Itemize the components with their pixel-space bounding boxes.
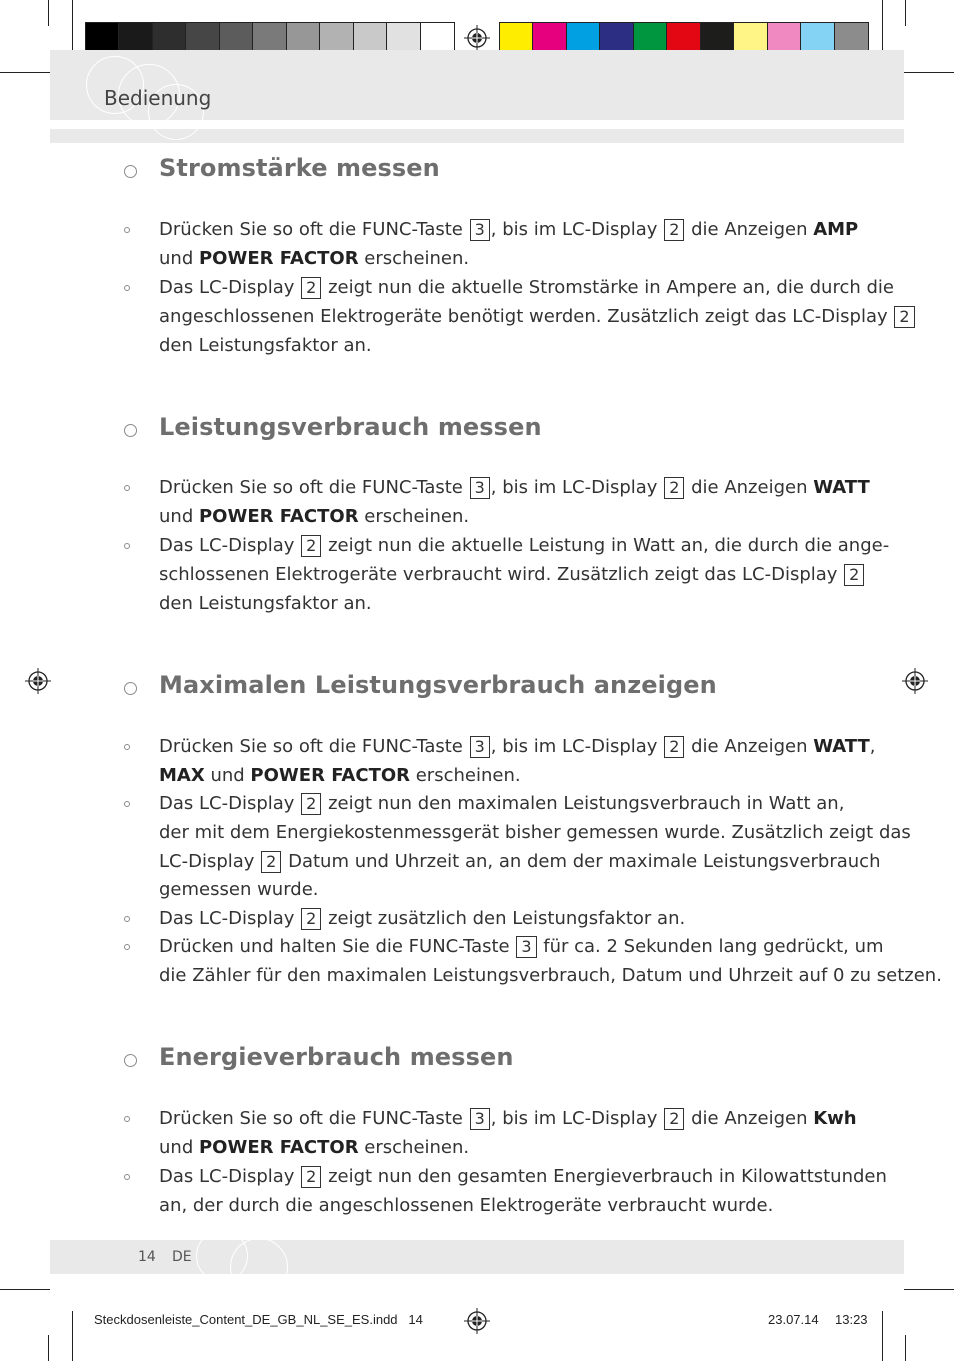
list-item — [159, 733, 876, 791]
list-item-line — [159, 1163, 887, 1192]
list-item-line — [159, 245, 839, 274]
text-run: die Anzeigen — [685, 736, 814, 757]
list-item — [159, 1163, 887, 1221]
list-item-line — [159, 474, 870, 503]
text-run: angeschlossenen Elektrogeräte benötigt werden. Zusätzlich zeigt das LC-Display — [159, 305, 894, 327]
slug-filename: Steckdosenleiste_Content_DE_GB_NL_SE_ES.indd 14 — [94, 1312, 423, 1327]
text-run: und — [204, 764, 251, 786]
list-item-line — [159, 733, 876, 762]
display-indicator-label: POWER FACTOR — [198, 1136, 359, 1158]
list-item-line — [159, 933, 884, 962]
list-bullet-icon — [124, 801, 130, 807]
list-bullet-icon — [124, 227, 130, 233]
text-run: und — [159, 1136, 199, 1158]
text-run: erscheinen. — [358, 1136, 470, 1158]
list-item-line — [159, 561, 860, 590]
component-reference-box: 2 — [894, 306, 914, 328]
list-item-line — [159, 303, 910, 332]
list-item-line — [159, 532, 890, 561]
list-item — [159, 1105, 857, 1163]
crop-mark — [905, 1335, 906, 1361]
list-bullet-icon — [124, 1116, 130, 1122]
text-run: zeigt nun den gesamten Energieverbrauch in Kilowattstunden — [322, 1166, 887, 1187]
list-item-line — [159, 1192, 839, 1221]
text-run: Das LC-Display — [159, 908, 301, 929]
text-run: , bis im LC-Display — [490, 219, 664, 240]
display-indicator-label: WATT — [813, 736, 870, 757]
text-run: die Anzeigen — [685, 1108, 814, 1129]
text-run: die Anzeigen — [685, 219, 814, 240]
list-item-line — [159, 876, 839, 905]
crop-mark — [0, 72, 50, 73]
list-item-line — [159, 274, 894, 303]
list-item-line — [159, 1105, 857, 1134]
display-indicator-label: WATT — [813, 477, 870, 498]
list-item-line — [159, 503, 839, 532]
list-item-line — [159, 216, 859, 245]
text-run: und — [159, 247, 199, 269]
registration-mark-icon — [902, 668, 928, 694]
text-run: Drücken Sie so oft die FUNC-Taste — [159, 219, 469, 240]
text-run: der mit dem Energiekostenmessgerät bisher gemessen wurde. Zusätzlich zeigt das — [159, 821, 911, 843]
component-reference-box: 3 — [470, 219, 490, 241]
list-item-line — [159, 332, 839, 361]
list-item-line — [159, 962, 942, 991]
list-item-line — [159, 1134, 839, 1163]
text-run: Drücken Sie so oft die FUNC-Taste — [159, 736, 469, 757]
text-run: , bis im LC-Display — [490, 477, 664, 498]
text-run: gemessen wurde. — [159, 879, 319, 901]
display-indicator-label: POWER FACTOR — [198, 247, 359, 269]
text-run: Das LC-Display — [159, 793, 301, 814]
text-run: den Leistungsfaktor an. — [159, 334, 372, 356]
text-run: Drücken und halten Sie die FUNC-Taste — [159, 936, 516, 957]
text-run: zeigt nun die aktuelle Leistung in Watt an, die durch die ange- — [322, 535, 890, 556]
text-run: an, der durch die angeschlossenen Elektrogeräte verbraucht wurde. — [159, 1194, 774, 1216]
heading-bullet-icon — [124, 165, 137, 178]
crop-mark — [904, 1289, 954, 1290]
registration-mark-icon — [464, 25, 490, 51]
language-code: DE — [172, 1249, 192, 1265]
list-item-line — [159, 905, 839, 934]
display-indicator-label: AMP — [813, 219, 859, 240]
text-run: und — [159, 505, 199, 527]
crop-mark — [904, 72, 954, 73]
list-item — [159, 905, 839, 934]
crop-mark — [72, 1311, 73, 1361]
list-bullet-icon — [124, 944, 130, 950]
list-bullet-icon — [124, 744, 130, 750]
list-item — [159, 474, 870, 532]
text-run: schlossenen Elektrogeräte verbraucht wird. Zusätzlich zeigt das LC-Display — [159, 563, 844, 585]
text-run: , bis im LC-Display — [490, 1108, 664, 1129]
crop-mark — [48, 0, 49, 26]
list-bullet-icon — [124, 543, 130, 549]
text-run: zeigt zusätzlich den Leistungsfaktor an. — [322, 908, 686, 929]
text-run: Drücken Sie so oft die FUNC-Taste — [159, 1108, 469, 1129]
text-run: die Anzeigen — [685, 477, 814, 498]
text-run: den Leistungsfaktor an. — [159, 592, 372, 614]
crop-mark — [882, 1311, 883, 1361]
text-run: Das LC-Display — [159, 277, 301, 298]
list-item — [159, 216, 859, 274]
crop-mark — [0, 1289, 50, 1290]
component-reference-box: 2 — [301, 793, 321, 815]
section-heading: Maximalen Leistungsverbrauch anzeigen — [159, 671, 717, 699]
component-reference-box: 2 — [301, 908, 321, 930]
slug-time: 13:23 — [835, 1312, 868, 1327]
text-run: Das LC-Display — [159, 535, 301, 556]
text-run: , bis im LC-Display — [490, 736, 664, 757]
registration-mark-icon — [25, 668, 51, 694]
text-run: zeigt nun den maximalen Leistungsverbrauch in Watt an, — [322, 793, 845, 814]
list-item — [159, 274, 910, 360]
text-run: zeigt nun die aktuelle Stromstärke in Ampere an, die durch die — [322, 277, 894, 298]
component-reference-box: 2 — [664, 1108, 684, 1130]
registration-mark-icon — [464, 1308, 490, 1334]
display-indicator-label: MAX — [159, 764, 205, 786]
list-item — [159, 933, 942, 991]
heading-bullet-icon — [124, 682, 137, 695]
display-indicator-label: POWER FACTOR — [250, 764, 411, 786]
section-heading: Stromstärke messen — [159, 154, 440, 182]
component-reference-box: 3 — [470, 477, 490, 499]
slug-date: 23.07.14 — [768, 1312, 819, 1327]
component-reference-box: 2 — [664, 219, 684, 241]
heading-bullet-icon — [124, 424, 137, 437]
text-run: für ca. 2 Sekunden lang gedrückt, um — [537, 936, 884, 957]
list-bullet-icon — [124, 1174, 130, 1180]
footer-circle-decoration — [230, 1238, 288, 1296]
text-run: Drücken Sie so oft die FUNC-Taste — [159, 477, 469, 498]
list-bullet-icon — [124, 485, 130, 491]
component-reference-box: 2 — [664, 477, 684, 499]
list-bullet-icon — [124, 285, 130, 291]
text-run: erscheinen. — [358, 505, 470, 527]
crop-mark — [48, 1335, 49, 1361]
text-run: Das LC-Display — [159, 1166, 301, 1187]
section-heading: Leistungsverbrauch messen — [159, 413, 542, 441]
text-run: , — [869, 736, 876, 757]
component-reference-box: 2 — [301, 1166, 321, 1188]
section-heading: Energieverbrauch messen — [159, 1043, 514, 1071]
heading-bullet-icon — [124, 1054, 137, 1067]
component-reference-box: 2 — [664, 736, 684, 758]
display-indicator-label: Kwh — [813, 1108, 857, 1129]
text-run: LC-Display — [159, 850, 261, 872]
page-number: 14 — [138, 1249, 156, 1265]
crop-mark — [905, 0, 906, 26]
component-reference-box: 2 — [261, 851, 281, 873]
list-item-line — [159, 848, 881, 877]
list-item-line — [159, 762, 839, 791]
crop-mark — [72, 0, 73, 50]
list-item — [159, 532, 890, 618]
list-bullet-icon — [124, 916, 130, 922]
display-indicator-label: POWER FACTOR — [198, 505, 359, 527]
text-run: die Zähler für den maximalen Leistungsverbrauch, Datum und Uhrzeit auf 0 zu setzen. — [159, 964, 942, 986]
component-reference-box: 3 — [470, 736, 490, 758]
list-item-line — [159, 590, 839, 619]
component-reference-box: 3 — [470, 1108, 490, 1130]
component-reference-box: 2 — [844, 564, 864, 586]
list-item — [159, 790, 911, 905]
component-reference-box: 2 — [301, 535, 321, 557]
crop-mark — [882, 0, 883, 50]
component-reference-box: 3 — [516, 936, 536, 958]
text-run: erscheinen. — [358, 247, 470, 269]
list-item-line — [159, 819, 911, 848]
page-section-title: Bedienung — [104, 86, 212, 110]
list-item-line — [159, 790, 845, 819]
component-reference-box: 2 — [301, 277, 321, 299]
text-run: Datum und Uhrzeit an, an dem der maximale Leistungsverbrauch — [282, 850, 881, 872]
text-run: erscheinen. — [410, 764, 521, 786]
